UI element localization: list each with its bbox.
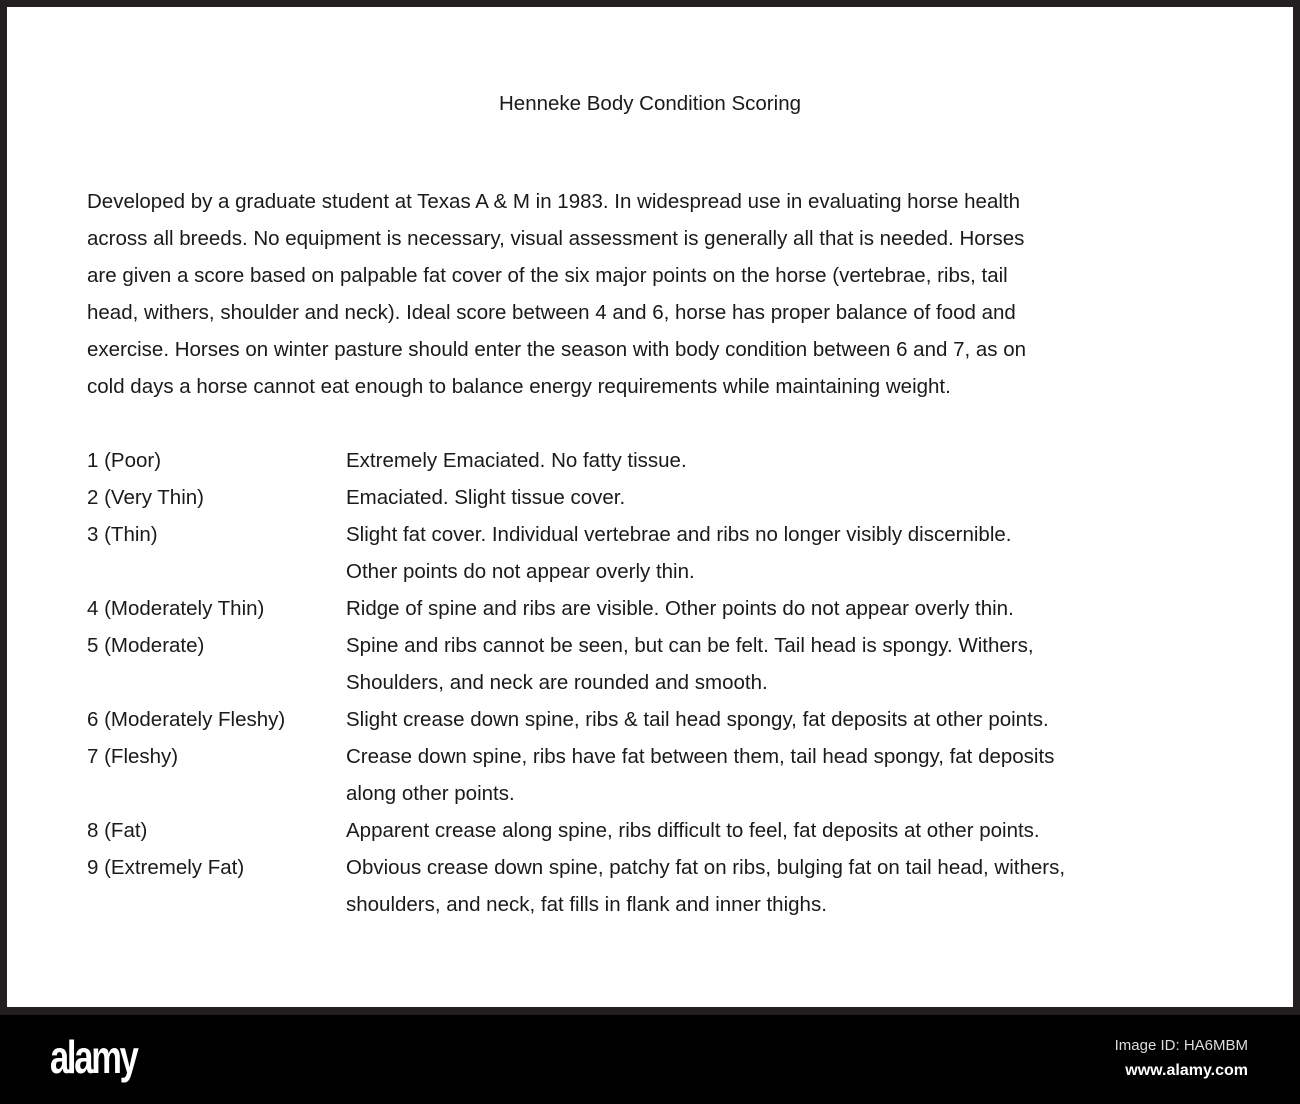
document-title: Henneke Body Condition Scoring xyxy=(499,92,801,115)
score-label: 2 (Very Thin) xyxy=(87,486,204,509)
intro-line: Developed by a graduate student at Texas A & M in 1983. In widespread use in evaluating horse health xyxy=(87,190,1021,213)
intro-line: exercise. Horses on winter pasture should enter the season with body condition between 6 and 7, as on xyxy=(87,338,1027,361)
image-id: Image ID: HA6MBM xyxy=(1114,1037,1248,1054)
intro-line: cold days a horse cannot eat enough to balance energy requirements while maintaining weight. xyxy=(87,375,951,398)
score-description: Extremely Emaciated. No fatty tissue. xyxy=(346,449,687,472)
intro-line: head, withers, shoulder and neck). Ideal score between 4 and 6, horse has proper balance of food and xyxy=(87,301,1016,324)
score-description: Shoulders, and neck are rounded and smooth. xyxy=(346,671,768,694)
score-description: Crease down spine, ribs have fat between them, tail head spongy, fat deposits xyxy=(346,745,1055,768)
score-label: 1 (Poor) xyxy=(87,449,162,472)
score-description: Emaciated. Slight tissue cover. xyxy=(346,486,626,509)
score-label: 6 (Moderately Fleshy) xyxy=(87,708,286,731)
watermark-band xyxy=(0,1015,1300,1104)
score-description: Obvious crease down spine, patchy fat on ribs, bulging fat on tail head, withers, xyxy=(346,856,1066,879)
score-label: 9 (Extremely Fat) xyxy=(87,856,245,879)
score-label: 7 (Fleshy) xyxy=(87,745,179,768)
score-description: Spine and ribs cannot be seen, but can be felt. Tail head is spongy. Withers, xyxy=(346,634,1034,657)
score-description: shoulders, and neck, fat fills in flank and inner thighs. xyxy=(346,893,827,916)
score-description: Apparent crease along spine, ribs difficult to feel, fat deposits at other points. xyxy=(346,819,1040,842)
score-description: Ridge of spine and ribs are visible. Other points do not appear overly thin. xyxy=(346,597,1014,620)
score-label: 8 (Fat) xyxy=(87,819,148,842)
watermark-url: www.alamy.com xyxy=(1125,1062,1248,1079)
score-description: Slight fat cover. Individual vertebrae and ribs no longer visibly discernible. xyxy=(346,523,1012,546)
intro-line: are given a score based on palpable fat cover of the six major points on the horse (vertebrae, ribs, tail xyxy=(87,264,1008,287)
score-description: along other points. xyxy=(346,782,515,805)
score-label: 5 (Moderate) xyxy=(87,634,205,657)
score-description: Other points do not appear overly thin. xyxy=(346,560,695,583)
score-label: 3 (Thin) xyxy=(87,523,158,546)
intro-line: across all breeds. No equipment is necessary, visual assessment is generally all that is needed. Horses xyxy=(87,227,1025,250)
score-label: 4 (Moderately Thin) xyxy=(87,597,265,620)
alamy-logo: alamy xyxy=(50,1031,137,1083)
score-description: Slight crease down spine, ribs & tail head spongy, fat deposits at other points. xyxy=(346,708,1049,731)
